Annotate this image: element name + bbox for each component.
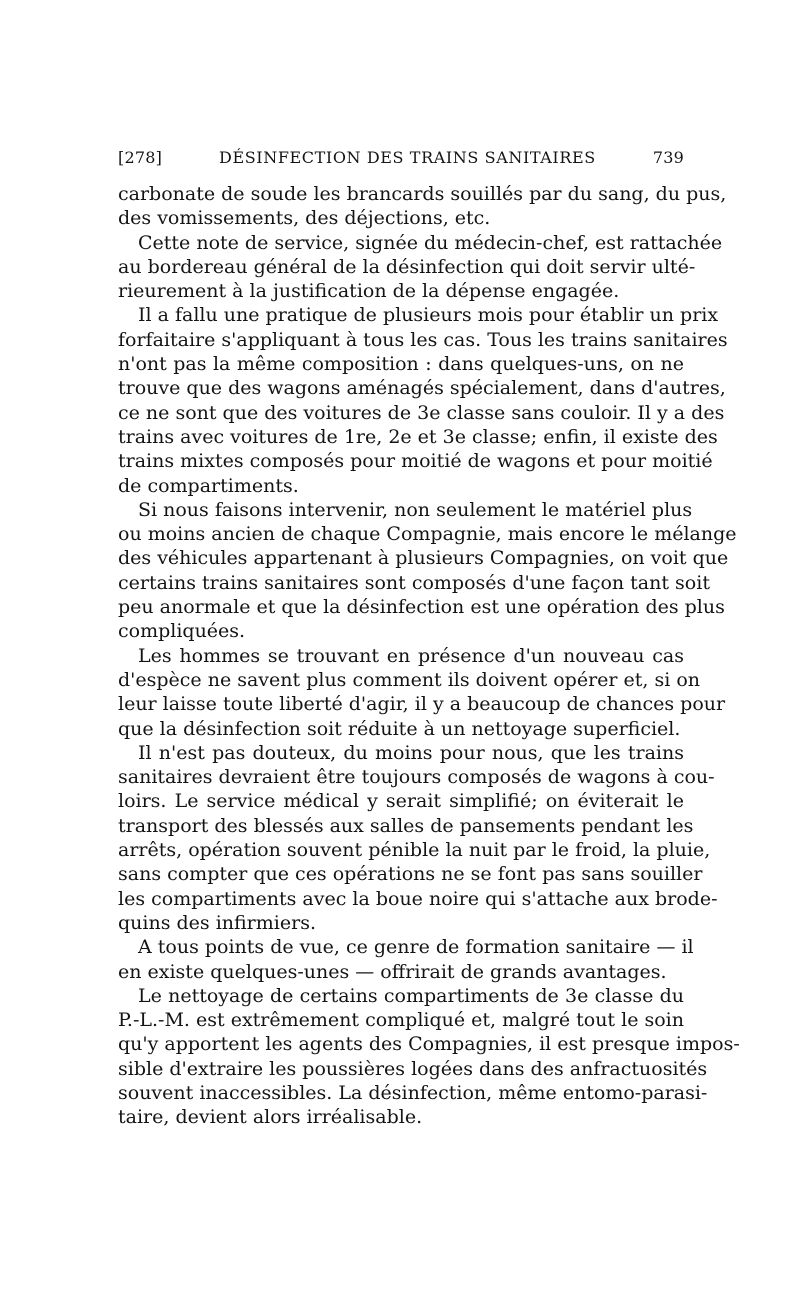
- text-line: des véhicules appartenant à plusieurs Compagnies, on voit que: [118, 547, 729, 570]
- text-line: souvent inaccessibles. La désinfection, même entomo-parasi-: [118, 1081, 708, 1104]
- text-line: Si nous faisons intervenir, non seulement le matériel plus: [138, 498, 693, 521]
- text-line: Le nettoyage de certains compartiments de 3e classe du: [138, 984, 684, 1007]
- paragraph: [118, 935, 694, 984]
- text-line: carbonate de soude les brancards souillés par du sang, du pus,: [118, 183, 727, 205]
- text-line: leur laisse toute liberté d'agir, il y a beaucoup de chances pour: [118, 693, 726, 716]
- folio-number: [278]: [118, 148, 163, 167]
- page: [118, 146, 740, 1130]
- paragraph: [118, 741, 718, 935]
- paragraph: [118, 182, 727, 231]
- text-line: taire, devient alors irréalisable.: [118, 1106, 423, 1129]
- text-line: forfaitaire s'appliquant à tous les cas. Tous les trains sanitaires: [118, 328, 728, 351]
- text-line: Cette note de service, signée du médecin-chef, est rattachée: [138, 231, 723, 254]
- text-line: P.-L.-M. est extrêmement compliqué et, malgré tout le soin: [118, 1009, 684, 1032]
- text-line: quins des infirmiers.: [118, 911, 316, 934]
- text-line: qu'y apportent les agents des Compagnies, il est presque impos-: [118, 1033, 740, 1056]
- paragraph: [118, 231, 723, 304]
- text-line: trains mixtes composés pour moitié de wagons et pour moitié: [118, 450, 713, 473]
- text-line: de compartiments.: [118, 474, 299, 497]
- text-line: trains avec voitures de 1re, 2e et 3e classe; enfin, il existe des: [118, 425, 718, 448]
- text-line: Les hommes se trouvant en présence d'un nouveau cas: [138, 644, 684, 667]
- text-line: que la désinfection soit réduite à un nettoyage superficiel.: [118, 717, 681, 740]
- text-line: n'ont pas la même composition : dans quelques-uns, on ne: [118, 353, 684, 376]
- page-number: 739: [652, 148, 684, 167]
- body-text: [118, 182, 740, 1130]
- text-line: A tous points de vue, ce genre de formation sanitaire — il: [138, 936, 694, 959]
- text-line: des vomissements, des déjections, etc.: [118, 207, 491, 230]
- text-line: trouve que des wagons aménagés spécialement, dans d'autres,: [118, 377, 726, 400]
- paragraph: [118, 644, 726, 741]
- text-line: au bordereau général de la désinfection qui doit servir ulté-: [118, 255, 696, 278]
- text-line: sible d'extraire les poussières logées dans des anfractuosités: [118, 1057, 708, 1080]
- text-line: arrêts, opération souvent pénible la nuit par le froid, la pluie,: [118, 839, 711, 862]
- text-line: compliquées.: [118, 620, 246, 643]
- text-line: sanitaires devraient être toujours composés de wagons à cou-: [118, 766, 715, 789]
- text-line: Il a fallu une pratique de plusieurs mois pour établir un prix: [138, 304, 719, 327]
- text-line: certains trains sanitaires sont composés d'une façon tant soit: [118, 571, 710, 594]
- paragraph: [118, 303, 728, 497]
- text-line: rieurement à la justification de la dépense engagée.: [118, 280, 620, 303]
- text-line: transport des blessés aux salles de pansements pendant les: [118, 814, 694, 837]
- text-line: peu anormale et que la désinfection est une opération des plus: [118, 596, 725, 619]
- paragraph: [118, 984, 740, 1130]
- text-line: en existe quelques-unes — offrirait de grands avantages.: [118, 960, 667, 983]
- paragraph: [118, 498, 737, 644]
- text-line: les compartiments avec la boue noire qui s'attache aux brode-: [118, 887, 718, 910]
- text-line: ou moins ancien de chaque Compagnie, mais encore le mélange: [118, 523, 737, 546]
- running-title: DÉSINFECTION DES TRAINS SANITAIRES: [219, 148, 596, 167]
- text-line: loirs. Le service médical y serait simplifié; on éviterait le: [118, 790, 684, 813]
- text-line: ce ne sont que des voitures de 3e classe sans couloir. Il y a des: [118, 401, 725, 424]
- running-head: [118, 146, 684, 170]
- text-line: d'espèce ne savent plus comment ils doivent opérer et, si on: [118, 668, 701, 691]
- text-line: Il n'est pas douteux, du moins pour nous, que les trains: [138, 741, 684, 764]
- text-line: sans compter que ces opérations ne se font pas sans souiller: [118, 863, 703, 886]
